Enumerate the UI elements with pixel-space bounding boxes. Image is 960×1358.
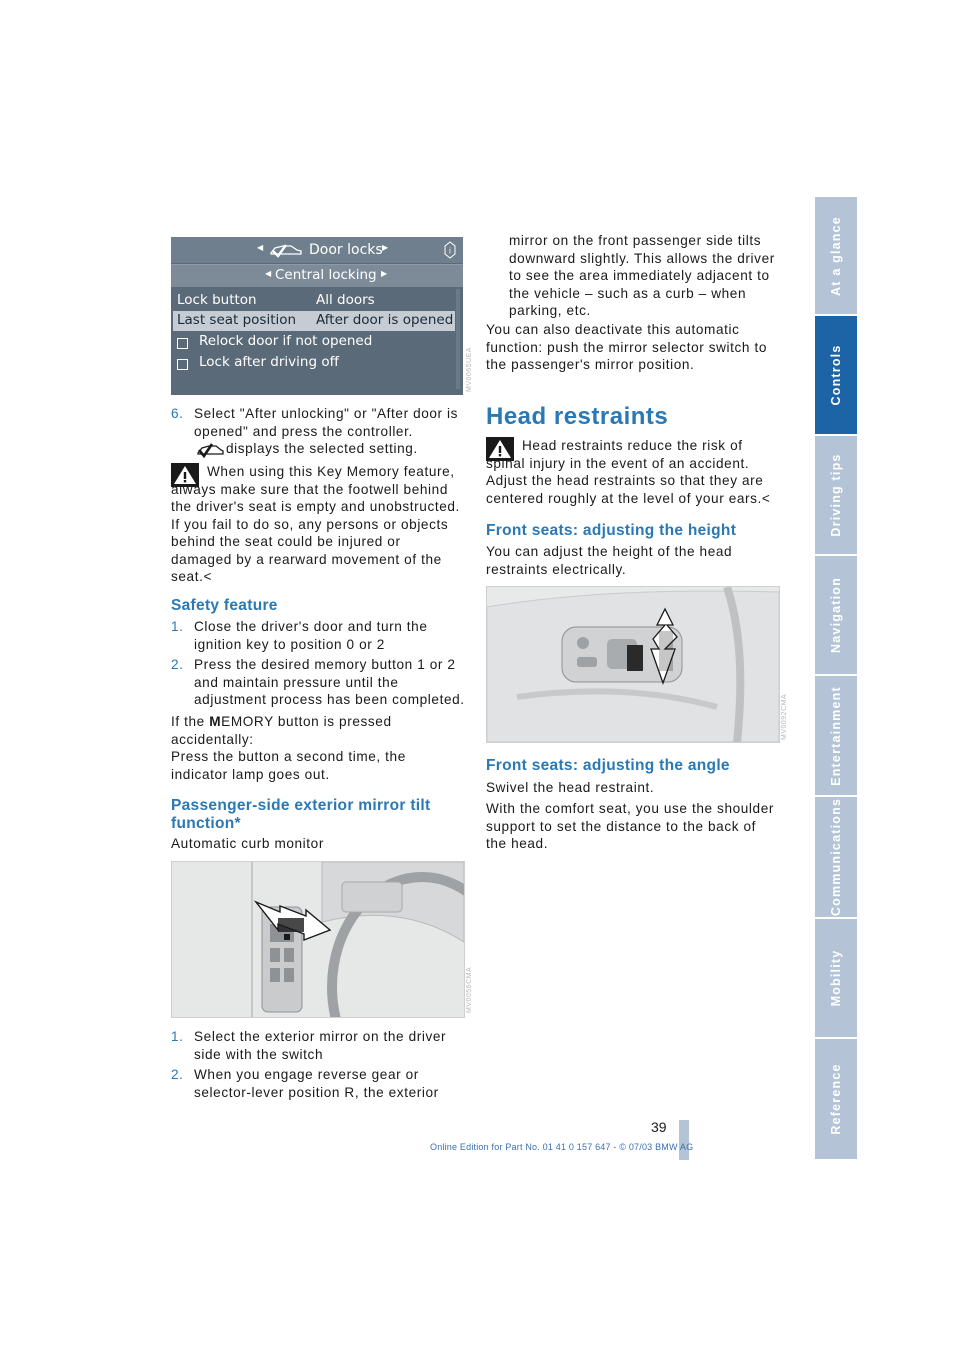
step-text: Select "After unlocking" or "After door is opened" and press the controller. [194, 406, 459, 439]
step-subtext: displays the selected setting. [226, 441, 418, 456]
list-item: 2. When you engage reverse gear or selector-lever position R, the exterior [171, 1067, 439, 1100]
page-marker [679, 1120, 689, 1160]
head-restraints-heading: Head restraints [486, 403, 669, 430]
step-6 [171, 405, 466, 458]
arrow-left-icon: ◀ [257, 243, 264, 252]
memory-note: If the MEMORY button is pressed accidentally: Press the button a second time, the indicator lamp goes out. [171, 714, 406, 782]
safety-steps [171, 618, 466, 709]
last-seat-value: After door is opened [316, 312, 454, 328]
tab-entertainment[interactable]: Entertainment [815, 676, 857, 795]
tab-at-a-glance[interactable]: At a glance [815, 197, 857, 314]
seat-controls-drawing [487, 587, 779, 742]
mirror-continuation: mirror on the front passenger side tilts downward slightly. This allows the driver to see the area immediately adjacent to the vehicle – such as a curb – when parking, etc. [509, 233, 775, 318]
selected-row[interactable] [173, 311, 455, 331]
lock-button-value[interactable]: All doors [316, 292, 375, 308]
page-number: 39 [651, 1119, 667, 1135]
arrow-right-icon: ▶ [382, 243, 389, 252]
info-icon [443, 241, 457, 259]
seat-illustration-code: MV0092CMA [781, 693, 788, 740]
end-mark: < [203, 569, 213, 584]
lock-button-label[interactable]: Lock button [177, 292, 257, 308]
seat-switch-illustration [486, 586, 780, 743]
mirror-tilt-heading: Passenger-side exterior mirror tilt function* [171, 797, 431, 832]
key-memory-warning: When using this Key Memory feature, always make sure that the footwell behind the driver's seat is empty and unobstructed. If you fail to do so, any persons or objects behind the seat could be injured or damaged by a rearward movement of the seat.< [171, 464, 460, 584]
last-seat-label: Last seat position [177, 312, 297, 328]
height-heading: Front seats: adjusting the height [486, 522, 737, 539]
list-item: 2. Press the desired memory button 1 or 2 and maintain pressure until the adjustment process has been completed. [171, 657, 465, 707]
memory-m-symbol: M [209, 714, 222, 729]
footer-text: Online Edition for Part No. 01 41 0 157 647 - © 07/03 BMW AG [430, 1142, 694, 1152]
end-mark: < [761, 490, 771, 506]
screen-subtitle: Central locking [275, 267, 377, 283]
angle-heading: Front seats: adjusting the angle [486, 757, 730, 774]
step-number: 6. [171, 406, 184, 421]
relock-option[interactable]: Relock door if not opened [199, 333, 373, 349]
list-item: 1. Select the exterior mirror on the driver side with the switch [171, 1029, 447, 1062]
lock-after-driving-option[interactable]: Lock after driving off [199, 354, 339, 370]
mirror-switch-illustration [171, 861, 465, 1018]
screen-title: Door locks [309, 242, 383, 258]
tab-driving-tips[interactable]: Driving tips [815, 436, 857, 554]
angle-text-1: Swivel the head restraint. [486, 780, 655, 795]
mirror-subheading: Automatic curb monitor [171, 836, 324, 851]
car-icon [269, 242, 303, 258]
safety-feature-heading: Safety feature [171, 597, 278, 614]
checkbox[interactable] [177, 338, 188, 349]
tab-communications[interactable]: Communications [815, 797, 857, 917]
head-restraints-warning: Head restraints reduce the risk of spinal injury in the event of an accident. Adjust the head restraints so that they are centered roughly at the level of your ears.< [486, 438, 771, 506]
screen-title-bar [171, 237, 463, 263]
arrow-right-icon: ▶ [381, 269, 388, 278]
check-car-icon [196, 441, 224, 458]
tab-navigation[interactable]: Navigation [815, 556, 857, 674]
list-item: 1. Close the driver's door and turn the ignition key to position 0 or 2 [171, 619, 428, 652]
tab-reference[interactable]: Reference [815, 1039, 857, 1159]
mirror-steps [171, 1028, 466, 1101]
door-locks-screen [171, 237, 463, 395]
svg-text:i: i [448, 246, 452, 256]
door-panel-drawing [172, 862, 464, 1017]
deactivate-paragraph: You can also deactivate this automatic function: push the mirror selector switch to the passenger's mirror position. [486, 322, 768, 372]
angle-text-2: With the comfort seat, you use the shoulder support to set the distance to the back of the head. [486, 801, 774, 851]
mirror-illustration-code: MV0056CMA [466, 966, 473, 1013]
scrollbar[interactable] [456, 289, 460, 389]
screen-code: MV0065UEA [466, 347, 473, 392]
screen-subtitle-bar [171, 264, 463, 287]
checkbox[interactable] [177, 359, 188, 370]
arrow-left-icon: ◀ [265, 269, 272, 278]
tab-controls[interactable]: Controls [815, 316, 857, 434]
tab-mobility[interactable]: Mobility [815, 919, 857, 1037]
height-text: You can adjust the height of the head restraints electrically. [486, 544, 733, 577]
